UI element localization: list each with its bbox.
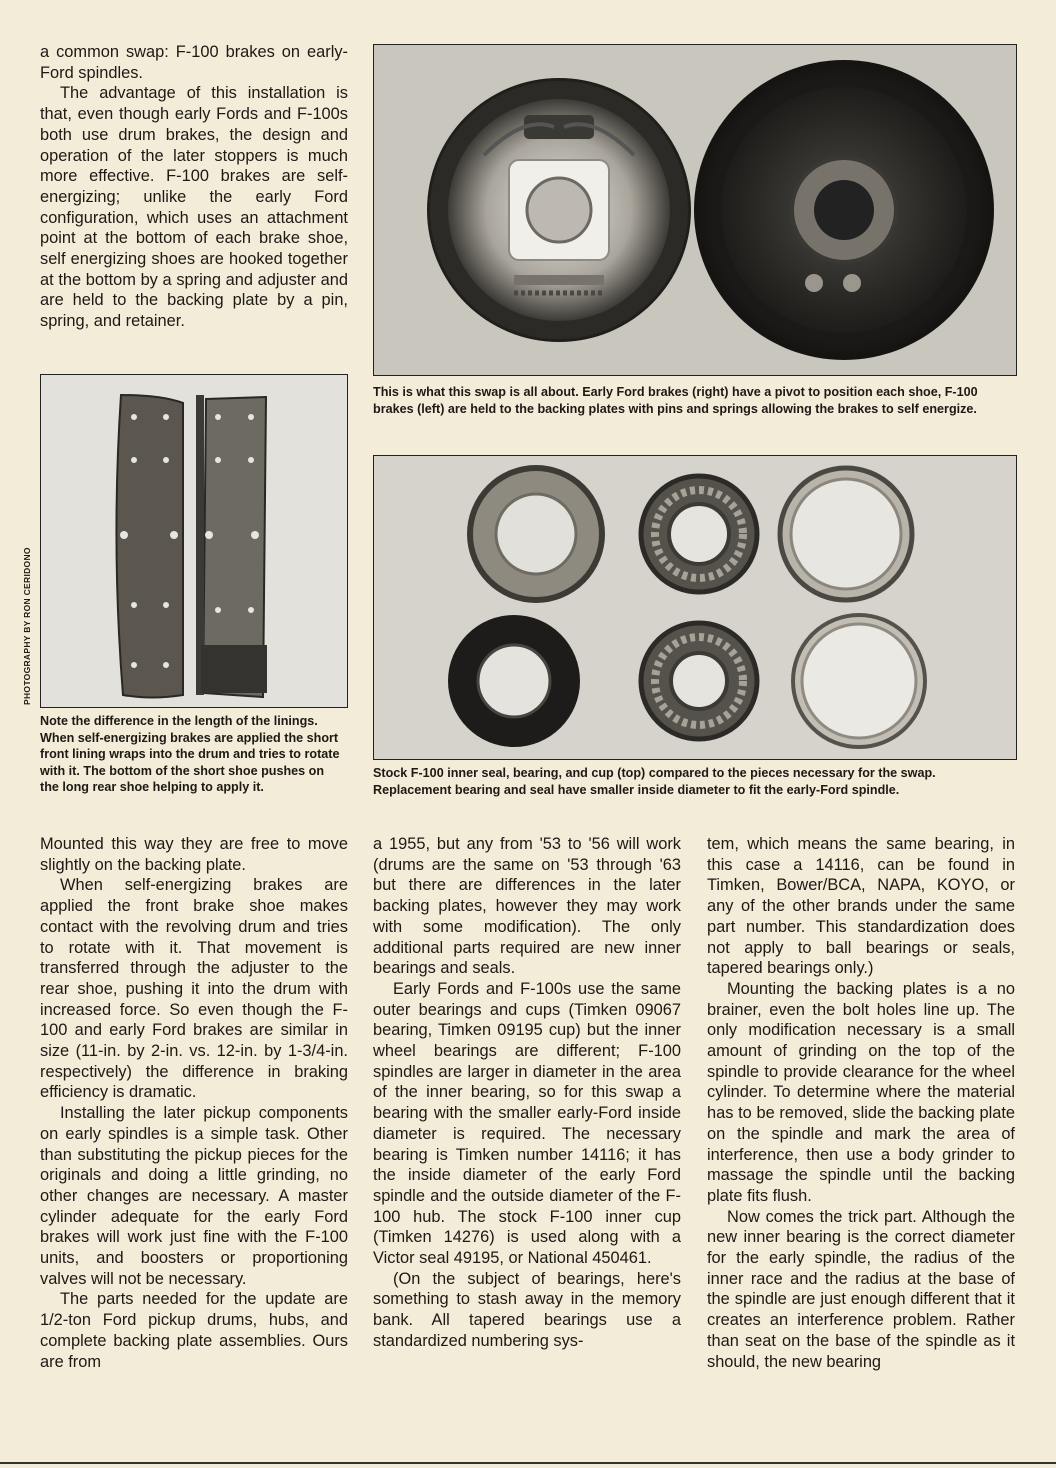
brake-shoes-photo (40, 374, 348, 708)
bearings-seals-photo (373, 455, 1017, 760)
intro-paragraph-2: The advantage of this installation is that, even though early Fords and F-100s both use drum brakes, the design and operation of the later stoppers is much more effective. F-100 brakes are self-energizing; unlike the early Ford configuration, which uses an attachment point at the bottom of each brake shoe, self energizing shoes are hooked together at the bottom by a spring and adjuster and are held to the backing plate by a pin, spring, and retainer. (40, 84, 348, 331)
intro-text (40, 42, 348, 332)
photo-credit: PHOTOGRAPHY BY RON CERIDONO (22, 547, 32, 705)
col1-paragraph-1: Mounted this way they are free to move slightly on the backing plate. (40, 835, 348, 874)
col3-paragraph-1: tem, which means the same bearing, in this case a 14116, can be found in Timken, Bower/BCA, NAPA, KOYO, or any of the other brands under the same part number. This standardization does not apply to ball bearings or seals, tapered bearings only.) (707, 835, 1015, 978)
col1-paragraph-4: The parts needed for the update are 1/2-ton Ford pickup drums, hubs, and complete backing plate assemblies. Ours are from (40, 1290, 348, 1371)
bottom-rule (0, 1462, 1056, 1464)
col1-paragraph-2: When self-energizing brakes are applied the front brake shoe makes contact with the revolving drum and tries to rotate with it. That movement is transferred through the adjuster to the rear shoe, pushing it into the drum with increased force. So even though the F-100 and early Ford brakes are similar in size (11-in. by 2-in. vs. 12-in. by 1-3/4-in. respectively) the difference in braking efficiency is dramatic. (40, 876, 348, 1102)
body-column-1 (40, 834, 348, 1372)
col3-paragraph-3: Now comes the trick part. Although the new inner bearing is the correct diameter for the early spindle, the radius of the inner race and the radius at the base of the spindle are just enough different that it creates an interference problem. Rather than seat on the base of the spindle as it should, the new bearing (707, 1207, 1015, 1371)
shoes-photo-caption: Note the difference in the length of the linings. When self-energizing brakes are applied the short front lining wraps into the drum and tries to rotate with it. The bottom of the short shoe pushes on the long rear shoe helping to apply it. (40, 714, 340, 795)
brakes-photo-caption: This is what this swap is all about. Early Ford brakes (right) have a pivot to position each shoe, F-100 brakes (left) are held to the backing plates with pins and springs allowing the brakes to self energize. (373, 385, 978, 416)
col2-paragraph-3: (On the subject of bearings, here's something to stash away in the memory bank. All tapered bearings use a standardized numbering sys- (373, 1269, 681, 1350)
bearings-photo-caption: Stock F-100 inner seal, bearing, and cup (top) compared to the pieces necessary for the swap. Replacement bearing and seal have smaller inside diameter to fit the early-Ford spindle. (373, 766, 936, 797)
intro-paragraph-1: a common swap: F-100 brakes on early-Ford spindles. (40, 43, 348, 82)
col1-paragraph-3: Installing the later pickup components on early spindles is a simple task. Other than substituting the pickup pieces for the originals and doing a little grinding, no other changes are necessary. A master cylinder adequate for the early Ford brakes will work just fine with the F-100 units, and boosters or proportioning valves will not be necessary. (40, 1104, 348, 1288)
col2-paragraph-1: a 1955, but any from '53 to '56 will work (drums are the same on '53 through '63 but there are differences in the later backing plates, however they may work with some modification). The only additional parts required are new inner bearings and seals. (373, 835, 681, 978)
body-column-2 (373, 834, 681, 1352)
brake-backing-plates-photo (373, 44, 1017, 376)
col2-paragraph-2: Early Fords and F-100s use the same outer bearings and cups (Timken 09067 bearing, Timken 09195 cup) but the inner wheel bearings are different; F-100 spindles are larger in diameter in the area of the inner bearing, so for this swap a bearing with the smaller early-Ford inside diameter is required. The necessary bearing is Timken number 14116; it has the inside diameter of the early Ford spindle and the outside diameter of the F-100 hub. The stock F-100 inner cup (Timken 14276) is used along with a Victor seal 49195, or National 450461. (373, 979, 681, 1268)
col3-paragraph-2: Mounting the backing plates is a no brainer, even the bolt holes line up. The only modification necessary is a small amount of grinding on the top of the spindle to provide clearance for the wheel cylinder. To determine where the material has to be removed, slide the backing plate on the spindle and mark the area of interference, then use a body grinder to massage the spindle until the backing plate fits flush. (707, 979, 1015, 1205)
body-column-3 (707, 834, 1015, 1372)
